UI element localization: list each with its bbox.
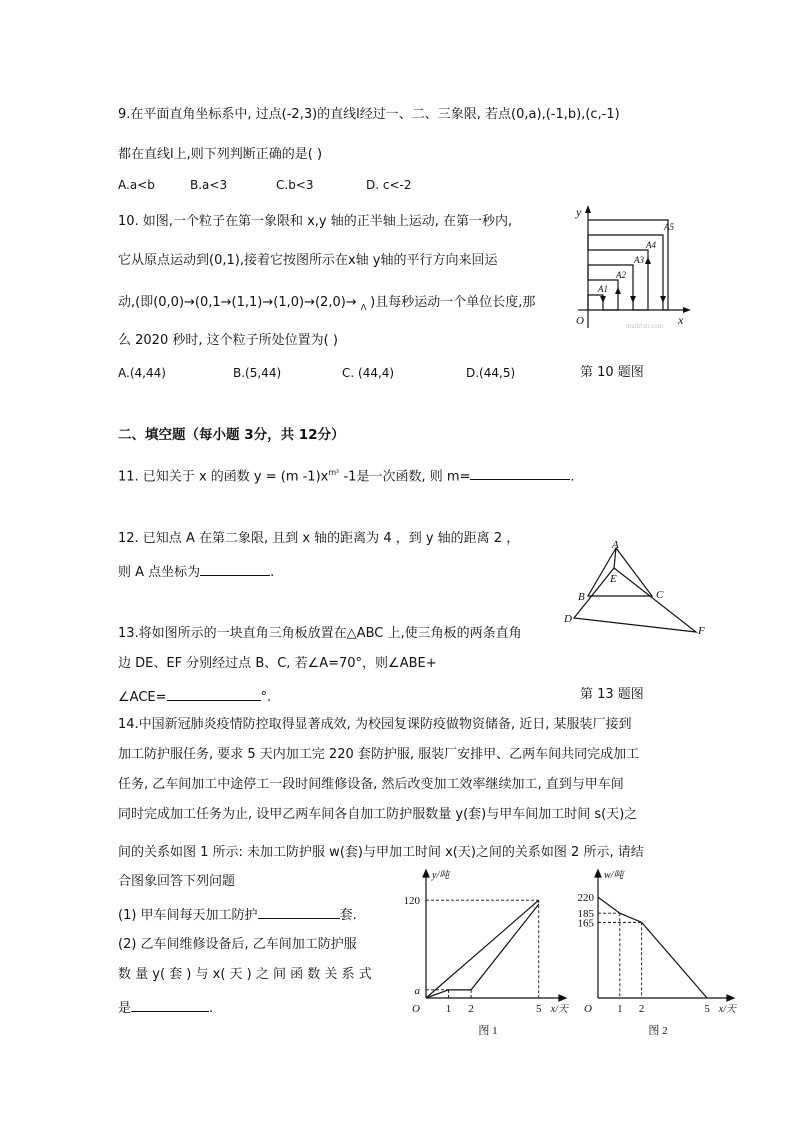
q14-sub1-blank[interactable] xyxy=(258,904,340,919)
q10-point-a1: A1 xyxy=(598,284,608,294)
q13-label-a: A xyxy=(612,539,619,551)
q9-line1: 9.在平面直角坐标系中, 过点(-2,3)的直线l经过一、二、三象限, 若点(0,a),(-1,b),(c,-1) xyxy=(118,107,620,122)
c1-origin-label: O xyxy=(412,1003,420,1015)
q10-axis-y-label: y xyxy=(576,205,582,219)
q10-line3-tail: )且每秒运动一个单位长度,那 xyxy=(370,295,536,310)
c1-title: 图 1 xyxy=(478,1025,498,1037)
q13-set-square-def xyxy=(574,568,696,632)
q14-line-6: 合图象回答下列问题 xyxy=(118,874,236,889)
q13-line3-tail: °. xyxy=(260,690,272,705)
q14-sub2-end: . xyxy=(209,1001,214,1016)
q10-y-arrow-icon xyxy=(585,205,591,213)
c2-x-tick-2: 2 xyxy=(638,1003,645,1015)
c1-y-tick-120: 120 xyxy=(403,895,420,908)
c2-y-arrow-icon xyxy=(595,870,601,877)
c2-title: 图 2 xyxy=(648,1025,668,1037)
q14-sub2-blank[interactable] xyxy=(131,997,209,1012)
q12-answer-blank[interactable] xyxy=(200,561,270,576)
c2-x-tick-1: 1 xyxy=(617,1003,623,1015)
q13-line2: 边 DE、EF 分别经过点 B、C, 若∠A=70°，则∠ABE+ xyxy=(118,656,437,671)
q14-line-2: 加工防护服任务, 要求 5 天内加工完 220 套防护服, 服装厂安排甲、乙两车间共同完成加工 xyxy=(118,747,640,762)
q12-line1: 12. 已知点 A 在第二象限, 且到 x 轴的距离为 4 ，到 y 轴的距离 2 ， xyxy=(118,531,520,546)
c2-ylabel: w/吨 xyxy=(604,870,624,881)
q10-particle-path xyxy=(588,220,668,310)
q12-end: . xyxy=(270,565,275,580)
q10-option-c: C. (44,4) xyxy=(342,366,395,380)
q9-option-d: D. c<-2 xyxy=(366,178,412,192)
c2-y-tick-165: 165 xyxy=(577,917,594,930)
q13-label-b: B xyxy=(578,591,585,603)
q14-sub2-line1: (2) 乙车间维修设备后, 乙车间加工防护服 xyxy=(118,937,357,952)
q10-line1: 10. 如图,一个粒子在第一象限和 x,y 轴的正半轴上运动, 在第一秒内, xyxy=(118,214,513,229)
c1-series-1 xyxy=(426,900,539,998)
c1-x-tick-1: 1 xyxy=(445,1003,452,1015)
q14-sub2-line2: 数 量 y( 套 ) 与 x( 天 ) 之 间 函 数 关 系 式 xyxy=(118,967,372,982)
c2-y-tick-185: 185 xyxy=(577,908,594,921)
q13-line3-text: ∠ACE= xyxy=(118,690,167,705)
q10-point-a4: A4 xyxy=(646,240,656,250)
chart-figure-2 xyxy=(564,870,736,1042)
q9-option-b: B.a<3 xyxy=(190,178,228,192)
q9-option-a: A.a<b xyxy=(118,178,155,192)
q9-line2: 都在直线l上,则下列判断正确的是( ) xyxy=(118,147,323,162)
chart-figure-1 xyxy=(398,870,568,1042)
q9-option-c: C.b<3 xyxy=(276,178,314,192)
q13-line3 xyxy=(118,686,271,707)
c2-y-tick-220: 220 xyxy=(577,892,594,905)
q14-sub1 xyxy=(118,904,357,925)
q13-label-e: E xyxy=(610,573,617,585)
q13-answer-blank[interactable] xyxy=(167,686,261,701)
q11-end: . xyxy=(570,469,575,485)
q10-line4: 么 2020 秒时, 这个粒子所处位置为( ) xyxy=(118,333,338,348)
c1-y-tick-a: a xyxy=(414,984,420,997)
q14-sub1-end: 套. xyxy=(339,908,357,923)
q13-label-f: F xyxy=(698,625,705,637)
q11-answer-blank[interactable] xyxy=(470,465,570,480)
q10-axis-x-label: x xyxy=(678,313,684,327)
q14-line-3: 任务, 乙车间加工中途停工一段时间维修设备, 然后改变加工效率继续加工, 直到与甲车间 xyxy=(118,777,624,792)
q11-line xyxy=(118,464,575,486)
ellipsis-triangle-icon: Λ xyxy=(360,303,367,312)
q14-sub2-line3 xyxy=(118,997,213,1018)
q11-text-b: -1是一次函数, 则 m= xyxy=(339,469,471,485)
q12-line2-text: 则 A 点坐标为 xyxy=(118,565,201,580)
section2-title: 二、填空题（每小题 3分，共 12分） xyxy=(118,427,345,443)
q10-figure xyxy=(568,200,698,338)
q10-option-d: D.(44,5) xyxy=(466,366,516,380)
q10-option-a: A.(4,44) xyxy=(118,366,166,380)
q10-line2: 它从原点运动到(0,1),接着它按图所示在x轴 y轴的平行方向来回运 xyxy=(118,253,498,268)
c2-origin-label: O xyxy=(584,1003,592,1015)
q10-caption: 第 10 题图 xyxy=(580,365,644,380)
q10-line3 xyxy=(118,294,535,317)
q14-line-5: 间的关系如图 1 所示: 未加工防护服 w(套)与甲加工时间 x(天)之间的关系如图 2 所示, 请结 xyxy=(118,845,644,860)
q13-line1: 13.将如图所示的一块直角三角板放置在△ABC 上,使三角板的两条直角 xyxy=(118,626,522,641)
q10-x-arrow-icon xyxy=(683,307,691,313)
q10-line3-path: 动,(即(0,0)→(0,1→(1,1)→(1,0)→(2,0)→ xyxy=(118,295,357,310)
c1-y-arrow-icon xyxy=(423,870,429,877)
q13-label-d: D xyxy=(564,613,572,625)
q14-line-1: 14.中国新冠肺炎疫情防控取得显著成效, 为校园复课防疫做物资储备, 近日, 某服装厂接到 xyxy=(118,717,632,732)
q10-watermark: mathfun.com xyxy=(626,322,664,330)
q14-sub1-text: (1) 甲车间每天加工防护 xyxy=(118,908,258,923)
q11-exponent: m² xyxy=(328,468,340,477)
q10-point-a5: A5 xyxy=(664,222,674,232)
c2-xlabel: x/天 xyxy=(718,1004,736,1015)
q13-label-c: C xyxy=(656,589,664,601)
c1-x-tick-5: 5 xyxy=(535,1003,542,1015)
q14-line-4: 同时完成加工任务为止, 设甲乙两车间各自加工防护服数量 y(套)与甲车间加工时间 s(天)之 xyxy=(118,807,638,822)
q10-point-a3: A3 xyxy=(634,255,644,265)
c2-series-w xyxy=(598,897,707,998)
q10-origin-label: O xyxy=(576,315,584,327)
q12-line2 xyxy=(118,561,274,582)
q14-sub2-text: 是 xyxy=(118,1001,132,1016)
q13-caption: 第 13 题图 xyxy=(580,687,644,702)
q10-option-b: B.(5,44) xyxy=(233,366,282,380)
c1-xlabel: x/天 xyxy=(550,1004,568,1015)
c1-x-tick-2: 2 xyxy=(468,1003,474,1015)
q11-text-a: 11. 已知关于 x 的函数 y = (m -1)x xyxy=(118,469,329,485)
q10-point-a2: A2 xyxy=(616,270,626,280)
c2-x-arrow-icon xyxy=(727,995,734,1001)
q13-figure xyxy=(560,538,710,636)
c2-x-tick-5: 5 xyxy=(704,1003,710,1015)
c1-ylabel: y/吨 xyxy=(432,870,450,881)
